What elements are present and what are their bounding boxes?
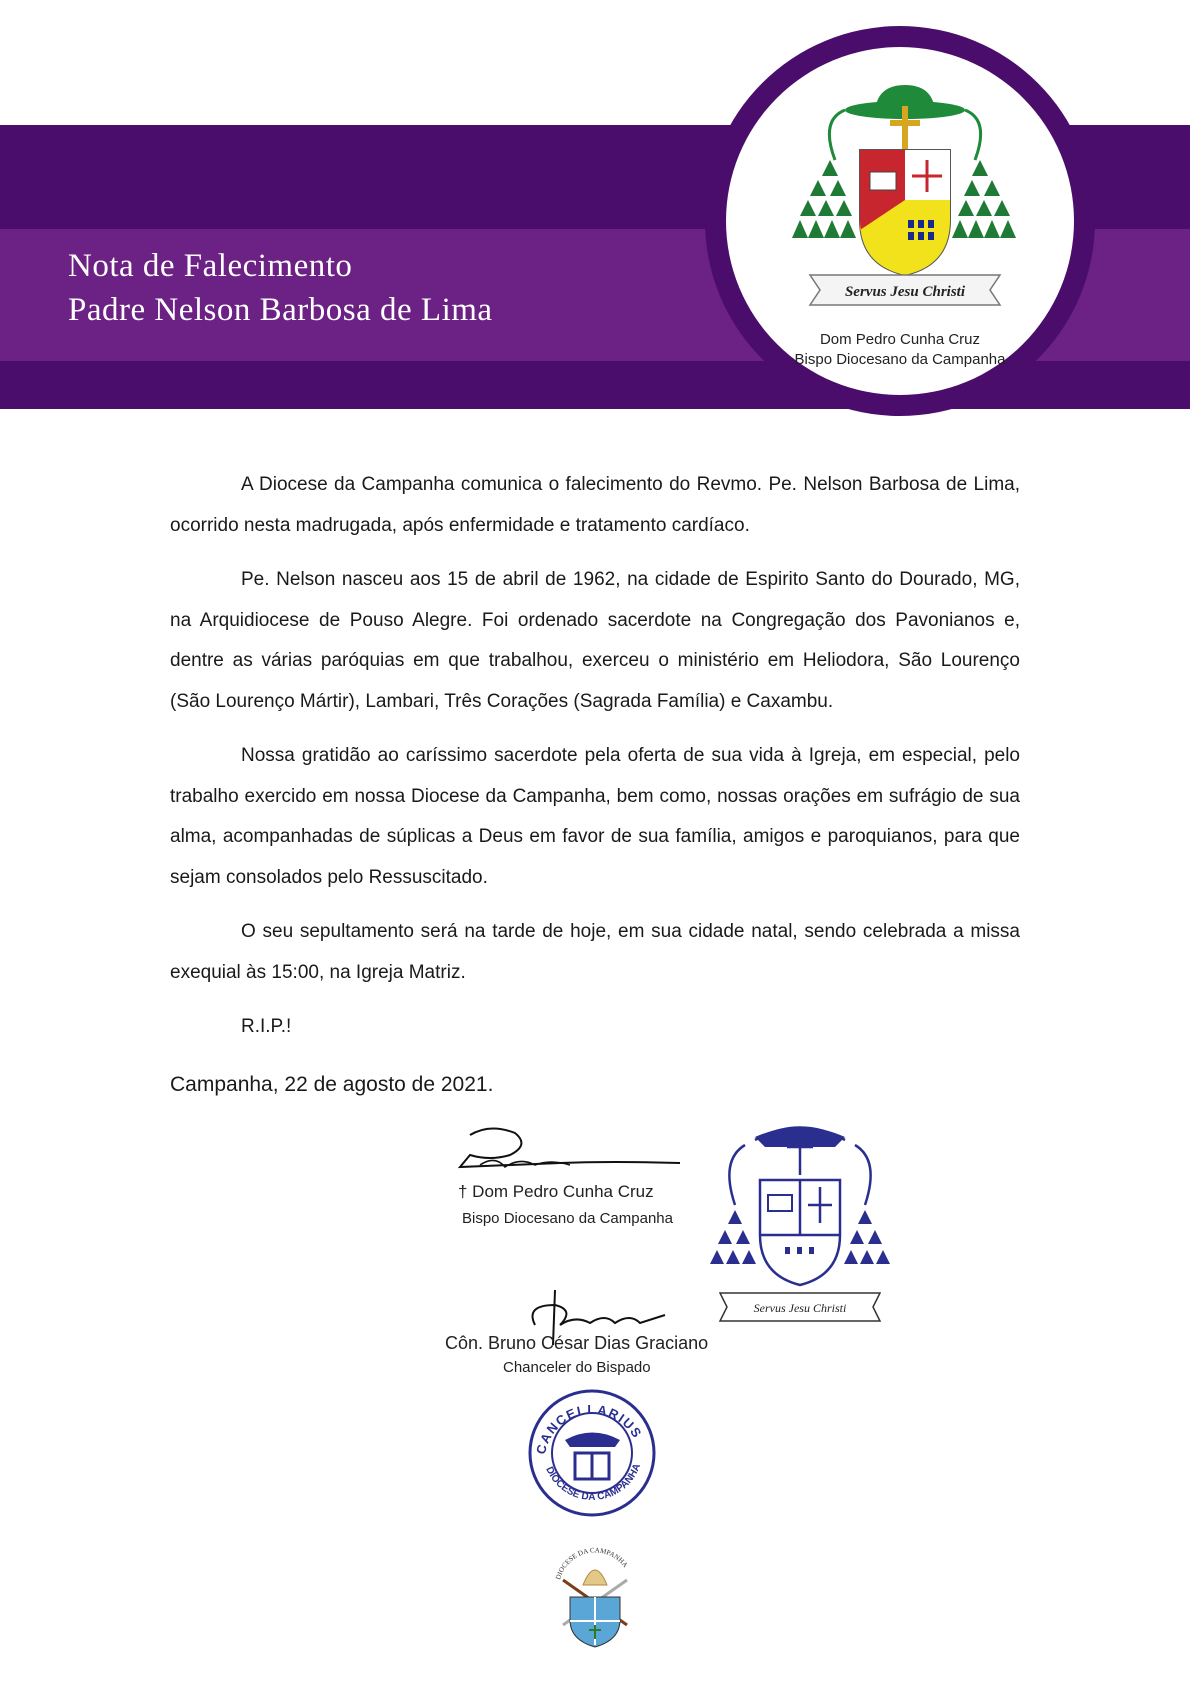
bishop-signature-role: Bispo Diocesano da Campanha (462, 1210, 673, 1227)
paragraph-rip: R.I.P.! (241, 1016, 292, 1037)
diocese-logo-icon (545, 1535, 645, 1655)
paragraph-1: A Diocese da Campanha comunica o falecimento do Revmo. Pe. Nelson Barbosa de Lima, ocorrido nesta madrugada, após enfermidade e tratamento cardíaco. (170, 474, 1020, 536)
date-line: Campanha, 22 de agosto de 2021. (170, 1073, 494, 1096)
title-line-1: Nota de Falecimento (68, 248, 353, 284)
chancellor-signature-role: Chanceler do Bispado (503, 1359, 651, 1376)
bishop-signature-name: † Dom Pedro Cunha Cruz (458, 1182, 654, 1201)
seal-bishop-role: Bispo Diocesano da Campanha (794, 351, 1006, 368)
seal-motto: Servus Jesu Christi (844, 284, 966, 300)
coat-of-arms-icon (790, 80, 1020, 320)
bishop-stamp-icon (705, 1115, 895, 1335)
stamp-top-text: CANCELLARIUS (533, 1401, 646, 1456)
note-body (170, 465, 1020, 1062)
stamp-motto: Servus Jesu Christi (753, 1301, 847, 1315)
seal-bishop-name: Dom Pedro Cunha Cruz (819, 331, 981, 348)
title-line-2: Padre Nelson Barbosa de Lima (68, 292, 493, 328)
paragraph-2: Pe. Nelson nasceu aos 15 de abril de 1962, na cidade de Espirito Santo do Dourado, MG, na Arquidiocese de Pouso Alegre. Foi ordenado sacerdote na Congregação dos Pavonianos e, dentre as várias paróquias em que trabalhou, exerceu o ministério em Heliodora, São Lourenço (São Lourenço Mártir), Lambari, Três Corações (Sagrada Família) e Caxambu. (170, 569, 1020, 712)
seal-caption (745, 330, 1055, 370)
svg-text:CANCELLARIUS (533, 1402, 645, 1456)
stamp-bottom-text: DIOCESE DA CAMPANHA (543, 1462, 644, 1503)
page-title (68, 244, 493, 332)
logo-arc-text: DIOCESE DA CAMPANHA (554, 1546, 630, 1581)
chancery-round-stamp-icon (525, 1385, 660, 1520)
bishop-signature-icon (450, 1125, 690, 1175)
paragraph-4: O seu sepultamento será na tarde de hoje, em sua cidade natal, sendo celebrada a missa exequial às 15:00, na Igreja Matriz. (170, 921, 1020, 983)
chancellor-signature-name: Côn. Bruno César Dias Graciano (445, 1333, 709, 1353)
paragraph-3: Nossa gratidão ao caríssimo sacerdote pela oferta de sua vida à Igreja, em especial, pelo trabalho exercido em nossa Diocese da Campanha, bem como, nossas orações em sufrágio de sua alma, acompanhadas de súplicas a Deus em favor de sua família, amigos e paroquianos, para que sejam consolados pelo Ressuscitado. (170, 745, 1020, 888)
